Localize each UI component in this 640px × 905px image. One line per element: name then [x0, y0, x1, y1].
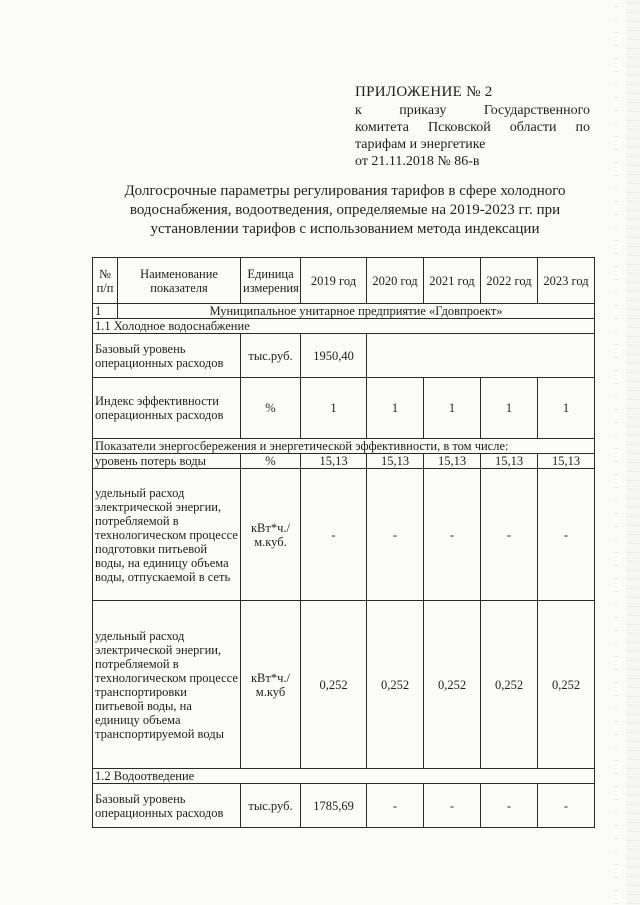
cell-2021: 1 — [424, 378, 481, 439]
header-unit: Единица измерения — [241, 258, 301, 304]
cell-2023: 1 — [538, 378, 595, 439]
cell-2021: 15,13 — [424, 454, 481, 469]
table-header-row — [93, 258, 595, 304]
cell-2023: - — [538, 469, 595, 601]
cell-unit: тыс.руб. — [241, 334, 301, 378]
cell-empty — [367, 334, 595, 378]
header-2020: 2020 год — [367, 258, 424, 304]
scan-edge-artifact-line — [615, 0, 618, 905]
cell-2021: - — [424, 469, 481, 601]
cell-2022: - — [481, 784, 538, 828]
table-row — [93, 334, 595, 378]
cell-unit: кВт*ч./м.куб — [241, 601, 301, 769]
cell-2019: 1 — [301, 378, 367, 439]
appendix-line: комитета Псковской области по — [355, 120, 590, 135]
cell-2020: 1 — [367, 378, 424, 439]
table-row-section-drain — [93, 769, 595, 784]
cell-2019: 0,252 — [301, 601, 367, 769]
header-name: Наименование показателя — [118, 258, 241, 304]
cell-2022: 0,252 — [481, 601, 538, 769]
table-row-organization — [93, 304, 595, 319]
cell-2019: 1950,40 — [301, 334, 367, 378]
cell-org-name: Муниципальное унитарное предприятие «Гдовпроект» — [118, 304, 595, 319]
cell-name: Индекс эффективности операционных расходов — [93, 378, 241, 439]
cell-name: Базовый уровень операционных расходов — [93, 784, 241, 828]
cell-2023: 15,13 — [538, 454, 595, 469]
table-row — [93, 784, 595, 828]
header-num: № п/п — [93, 258, 118, 304]
section-drainage: 1.2 Водоотведение — [93, 769, 595, 784]
table-row — [93, 378, 595, 439]
table-row — [93, 454, 595, 469]
section-cold-water: 1.1 Холодное водоснабжение — [93, 319, 595, 334]
cell-2023: 0,252 — [538, 601, 595, 769]
table-row — [93, 469, 595, 601]
cell-2021: - — [424, 784, 481, 828]
scan-edge-artifact — [626, 0, 640, 905]
cell-2020: - — [367, 784, 424, 828]
cell-2020: 0,252 — [367, 601, 424, 769]
cell-2022: 15,13 — [481, 454, 538, 469]
table-row — [93, 601, 595, 769]
cell-2023: - — [538, 784, 595, 828]
table-row-energy-header — [93, 439, 595, 454]
cell-2022: - — [481, 469, 538, 601]
document-heading: Долгосрочные параметры регулирования тарифов в сфере холодного водоснабжения, водоотведения, определяемые на 2019-2023 гг. при установлении тарифов с использованием метода индексации — [124, 183, 566, 237]
header-2019: 2019 год — [301, 258, 367, 304]
cell-name: удельный расход электрической энергии, потребляемой в технологическом процессе транспортировки питьевой воды, на единицу объема транспортируемой воды — [93, 601, 241, 769]
cell-name: уровень потерь воды — [93, 454, 241, 469]
appendix-line: к приказу Государственного — [355, 103, 590, 118]
cell-2021: 0,252 — [424, 601, 481, 769]
cell-2019: 15,13 — [301, 454, 367, 469]
header-2021: 2021 год — [424, 258, 481, 304]
cell-2019: - — [301, 469, 367, 601]
table-row-section-cold — [93, 319, 595, 334]
header-2023: 2023 год — [538, 258, 595, 304]
cell-name: Базовый уровень операционных расходов — [93, 334, 241, 378]
appendix-date: от 21.11.2018 № 86-в — [355, 154, 480, 169]
appendix-line: тарифам и энергетике — [355, 137, 486, 152]
cell-unit: % — [241, 454, 301, 469]
cell-name: удельный расход электрической энергии, потребляемой в технологическом процессе подготовки питьевой воды, на единицу объема воды, отпускаемой в сеть — [93, 469, 241, 601]
header-2022: 2022 год — [481, 258, 538, 304]
cell-unit: кВт*ч./м.куб. — [241, 469, 301, 601]
cell-org-num: 1 — [93, 304, 118, 319]
cell-2022: 1 — [481, 378, 538, 439]
appendix-title: ПРИЛОЖЕНИЕ № 2 — [355, 84, 493, 100]
appendix-block — [355, 84, 590, 170]
parameters-table — [92, 257, 595, 828]
section-energy: Показатели энергосбережения и энергетической эффективности, в том числе: — [93, 439, 595, 454]
cell-unit: % — [241, 378, 301, 439]
cell-2019: 1785,69 — [301, 784, 367, 828]
cell-unit: тыс.руб. — [241, 784, 301, 828]
cell-2020: - — [367, 469, 424, 601]
cell-2020: 15,13 — [367, 454, 424, 469]
